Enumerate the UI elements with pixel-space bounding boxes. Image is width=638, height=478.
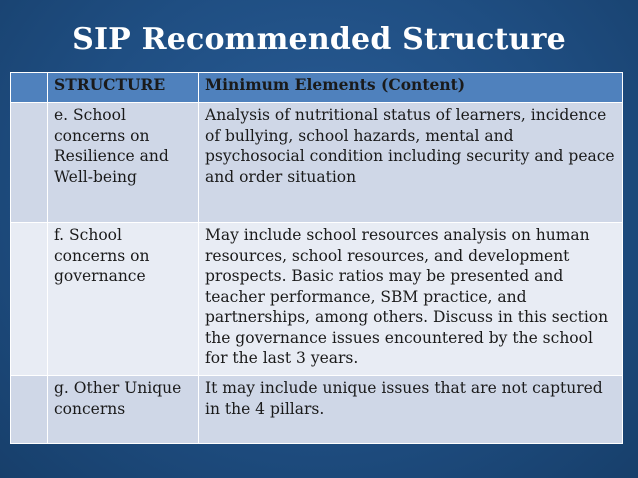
content-cell: It may include unique issues that are not captured in the 4 pillars. — [199, 376, 623, 444]
content-cell: May include school resources analysis on human resources, school resources, and development prospects. Basic ratios may be presented and teacher performance, SBM practice, and partnerships, among others. Discuss in this section the governance issues encountered by the school for the last 3 years. — [199, 223, 623, 376]
row-index-cell — [11, 103, 48, 223]
structure-table — [10, 72, 623, 444]
row-index-cell — [11, 376, 48, 444]
header-structure: STRUCTURE — [48, 73, 199, 103]
header-content: Minimum Elements (Content) — [199, 73, 623, 103]
structure-cell: g. Other Unique concerns — [48, 376, 199, 444]
header-index-cell — [11, 73, 48, 103]
row-index-cell — [11, 223, 48, 376]
structure-cell: f. School concerns on governance — [48, 223, 199, 376]
slide-title: SIP Recommended Structure — [72, 22, 566, 57]
structure-cell: e. School concerns on Resilience and Well-being — [48, 103, 199, 223]
content-cell: Analysis of nutritional status of learners, incidence of bullying, school hazards, mental and psychosocial condition including security and peace and order situation — [199, 103, 623, 223]
table-row — [11, 223, 623, 376]
table-row — [11, 103, 623, 223]
table-header-row — [11, 73, 623, 103]
table-row — [11, 376, 623, 444]
